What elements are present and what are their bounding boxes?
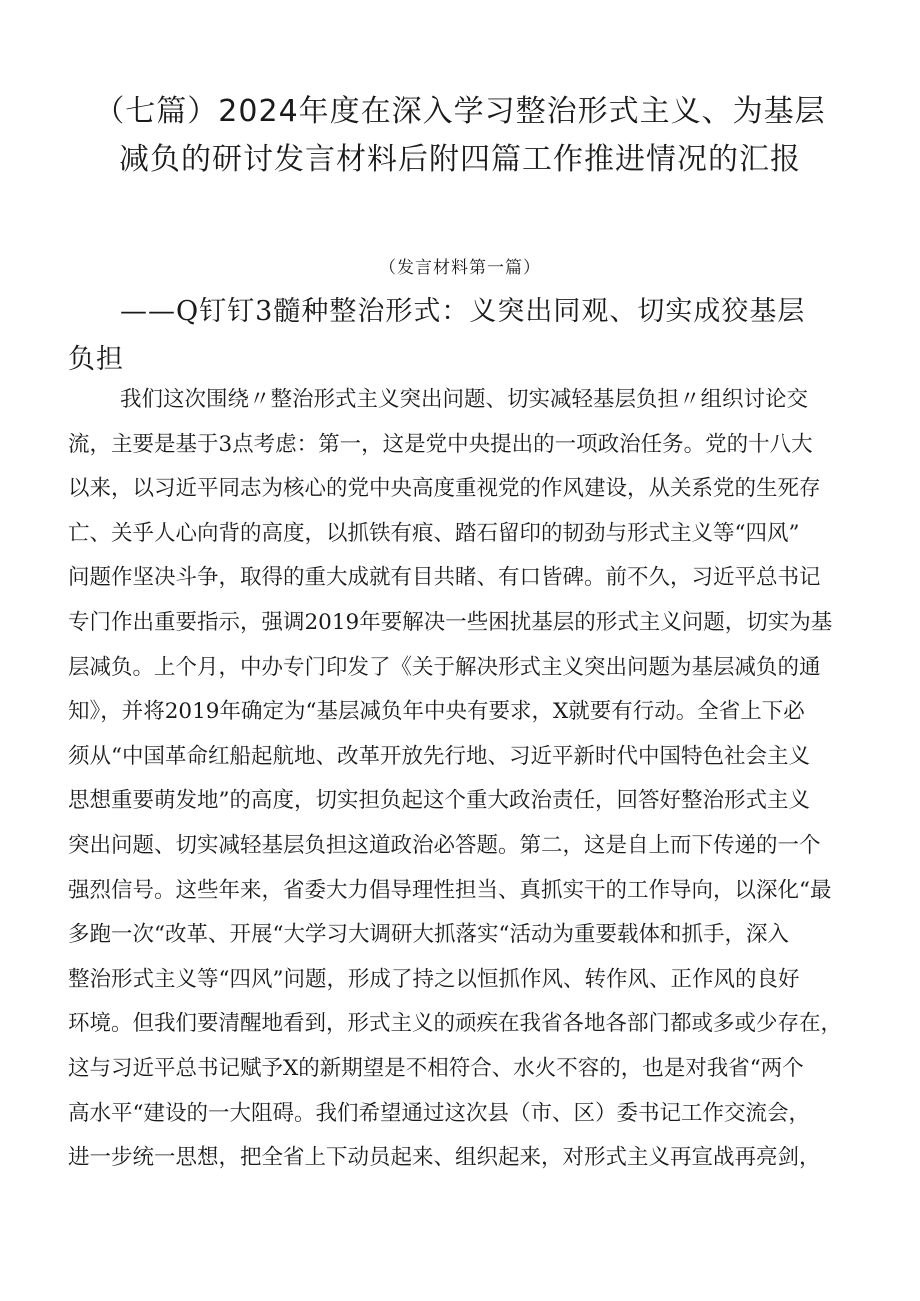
body-line: 高水平“建设的一大阻碍。我们希望通过这次县（市、区）委书记工作交流会， xyxy=(68,1100,810,1126)
body-line: 亡、关乎人心向背的高度，以抓铁有痕、踏石留印的韧劲与形式主义等“四风” xyxy=(68,520,800,546)
body-line: 以来，以习近平同志为核心的党中央高度重视党的作风建设，从关系党的生死存 xyxy=(68,476,821,502)
body-line: 思想重要萌发地”的高度，切实担负起这个重大政治责任，回答好整治形式主义 xyxy=(68,788,810,814)
body-line: 专门作出重要指示，强调2019年要解决一些困扰基层的形式主义问题，切实为基 xyxy=(68,609,833,635)
section-label: （发言材料第一篇） xyxy=(379,258,541,278)
body-line: 我们这次围绕〃整治形式主义突出问题、切实减轻基层负担〃组织讨论交 xyxy=(120,387,809,412)
body-line: 突出问题、切实减轻基层负担这道政治必答题。第二，这是自上而下传递的一个 xyxy=(68,832,821,858)
title-line: （七篇）2024年度在深入学习整治形式主义、为基层 xyxy=(94,94,826,129)
body-line: 整治形式主义等“四风”问题，形成了持之以恒抓作风、转作风、正作风的良好 xyxy=(68,966,800,992)
body-line: 知》，并将2019年确定为“基层减负年中央有要求，X就要有行动。全省上下必 xyxy=(68,699,805,725)
subtitle-line: 负担 xyxy=(68,344,124,375)
body-paragraph xyxy=(68,378,868,1181)
body-line: 须从“中国革命红船起航地、改革开放先行地、习近平新时代中国特色社会主义 xyxy=(68,743,810,769)
body-line: 问题作坚决斗争，取得的重大成就有目共睹、有口皆碑。前不久，习近平总书记 xyxy=(68,565,821,591)
body-line: 环境。但我们要清醒地看到，形式主义的顽疾在我省各地各部门都或多或少存在， xyxy=(68,1011,843,1037)
body-line: 多跑一次“改革、开展“大学习大调研大抓落实“活动为重要载体和抓手，深入 xyxy=(68,922,789,948)
subtitle xyxy=(68,288,868,384)
body-line: 强烈信号。这些年来，省委大力倡导理性担当、真抓实干的工作导向，以深化“最 xyxy=(68,877,832,903)
body-line: 这与习近平总书记赋予X的新期望是不相符合、水火不容的，也是对我省“两个 xyxy=(68,1055,804,1081)
body-line: 进一步统一思想，把全省上下动员起来、组织起来，对形式主义再宣战再亮剑， xyxy=(68,1145,821,1171)
subtitle-line: ——Q钉钉3髓种整治形式：义突出同观、切实成狡基层 xyxy=(120,296,806,327)
body-line: 层减负。上个月，中办专门印发了《关于解决形式主义突出问题为基层减负的通 xyxy=(68,654,821,680)
title-line: 减负的研讨发言材料后附四篇工作推进情况的汇报 xyxy=(119,142,801,177)
document-title xyxy=(60,88,860,184)
body-line: 流，主要是基于3点考虑：第一，这是党中央提出的一项政治任务。党的十八大 xyxy=(68,431,813,457)
